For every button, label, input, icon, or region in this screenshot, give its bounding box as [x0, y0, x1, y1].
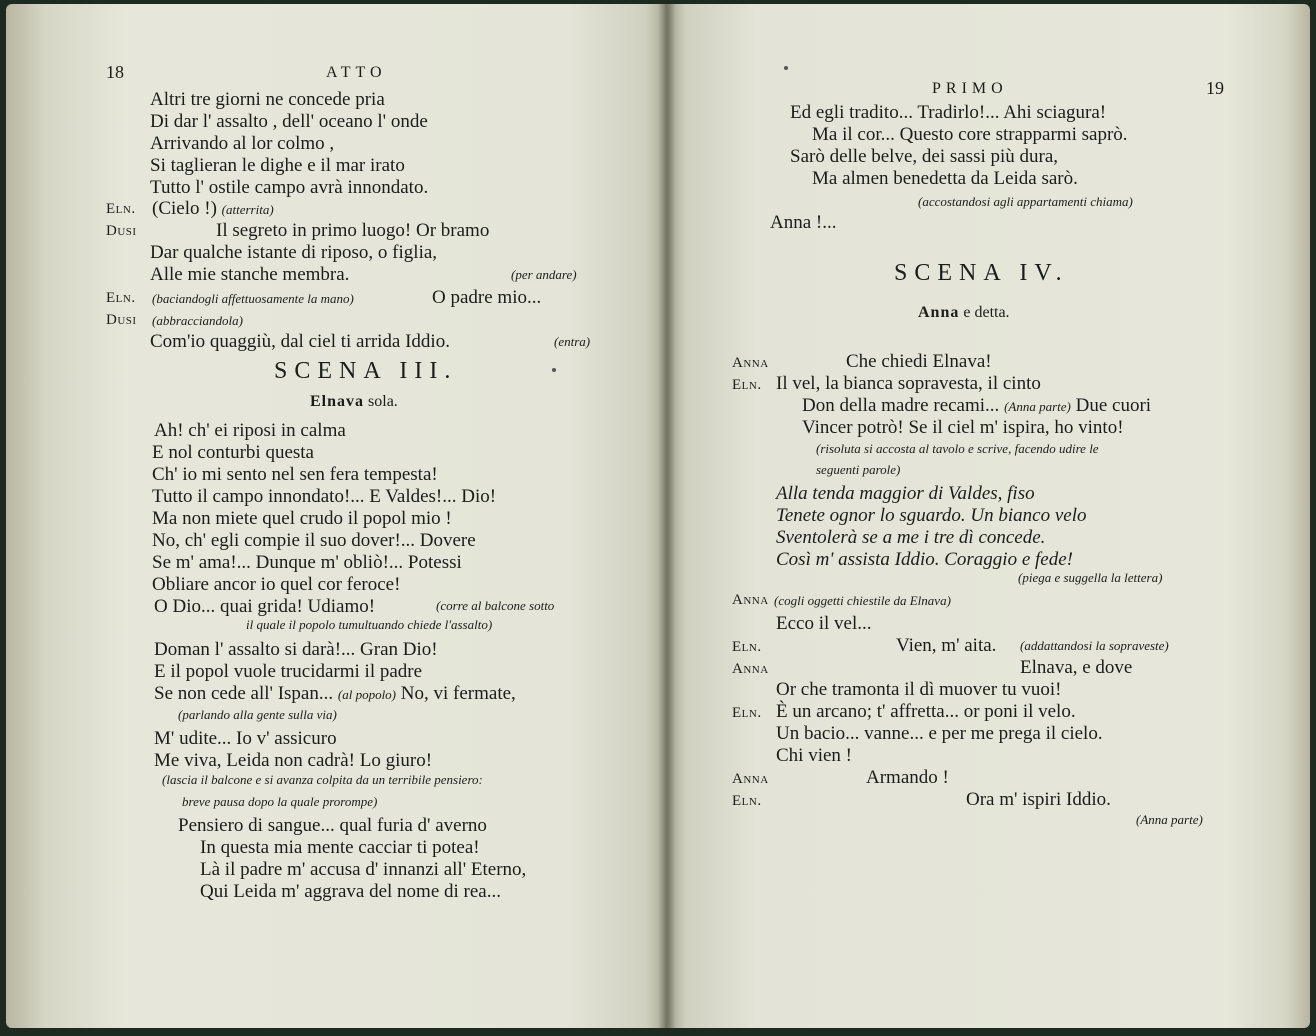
verse-line: Un bacio... vanne... e per me prega il cielo. [776, 723, 1103, 744]
verse-line: Pensiero di sangue... qual furia d' averno [178, 815, 487, 836]
speaker-label: Anna [732, 355, 769, 371]
running-header: ATTO [326, 64, 387, 81]
verse-line: Or che tramonta il dì muover tu vuoi! [776, 679, 1062, 700]
verse-line: Ma il cor... Questo core strapparmi saprò. [812, 124, 1128, 145]
page-number: 19 [1206, 78, 1224, 98]
stage-direction: (addattandosi la sopraveste) [1020, 638, 1169, 653]
speaker-label: Dusi [106, 223, 137, 239]
stage-direction: il quale il popolo tumultuando chiede l'assalto) [246, 617, 493, 632]
stage-direction: (accostandosi agli appartamenti chiama) [918, 194, 1133, 209]
verse-line: Doman l' assalto si darà!... Gran Dio! [154, 639, 438, 660]
verse-line: Tutto il campo innondato!... E Valdes!... Dio! [152, 486, 497, 507]
book-gutter [658, 0, 676, 1036]
stage-direction: (abbracciandola) [152, 313, 243, 328]
verse-line: Arrivando al lor colmo , [150, 133, 335, 154]
verse-line: O Dio... quai grida! Udiamo! [154, 596, 376, 617]
stage-direction: (parlando alla gente sulla via) [178, 707, 337, 722]
verse-line: Se non cede all' Ispan... (al popolo) No, vi fermate, [154, 683, 516, 704]
verse-line: No, ch' egli compie il suo dover!... Dovere [152, 530, 476, 551]
speaker-label: Eln. [732, 793, 762, 809]
stage-direction: (lascia il balcone e si avanza colpita da un terribile pensiero: [162, 772, 483, 787]
verse-line: Ora m' ispiri Iddio. [966, 789, 1111, 810]
verse-line: Elnava, e dove [1020, 657, 1133, 678]
verse-line: Ma almen benedetta da Leida sarò. [812, 168, 1078, 189]
speaker-label: Eln. [732, 705, 762, 721]
stage-direction: (al popolo) [337, 687, 397, 702]
verse-line: Obliare ancor io quel cor feroce! [152, 574, 401, 595]
verse-line: Anna !... [770, 212, 837, 233]
speaker-label: Eln. [732, 639, 762, 655]
verse-line: Ma non miete quel crudo il popol mio ! [152, 508, 452, 529]
verse-line: Qui Leida m' aggrava del nome di rea... [200, 881, 501, 902]
verse-line: In questa mia mente cacciar ti potea! [200, 837, 480, 858]
verse-line: O padre mio... [432, 287, 542, 308]
stage-direction: (atterrita) [221, 202, 274, 217]
verse-line: Armando ! [866, 767, 949, 788]
verse-line: Il vel, la bianca sopravesta, il cinto [776, 373, 1041, 394]
verse-line: Vincer potrò! Se il ciel m' ispira, ho vinto! [802, 417, 1124, 438]
speaker-label: Anna [732, 592, 769, 608]
scene-title: SCENA IV. [894, 260, 1069, 286]
verse-line: E il popol vuole trucidarmi il padre [154, 661, 423, 682]
verse-line: M' udite... Io v' assicuro [154, 728, 337, 749]
speaker-label: Eln. [106, 201, 136, 217]
verse-line: Sarò delle belve, dei sassi più dura, [790, 146, 1059, 167]
speaker-label: Dusi [106, 312, 137, 328]
verse-line: Tutto l' ostile campo avrà innondato. [150, 177, 429, 198]
verse-line: Se m' ama!... Dunque m' obliò!... Potessi [152, 552, 462, 573]
speaker-label: Eln. [732, 377, 762, 393]
stage-direction: (Anna parte) [1136, 812, 1203, 827]
verse-line: Chi vien ! [776, 745, 852, 766]
verse-line: Ah! ch' ei riposi in calma [154, 420, 346, 441]
letter-line: Alla tenda maggior di Valdes, fiso [776, 483, 1035, 504]
scene-title: SCENA III. [274, 358, 458, 384]
right-page [666, 4, 1310, 1028]
stage-direction: (risoluta si accosta al tavolo e scrive, facendo udire le [816, 441, 1099, 456]
print-speck [552, 368, 556, 372]
verse-line: Alle mie stanche membra. [150, 264, 350, 285]
verse-line: Che chiedi Elnava! [846, 351, 992, 372]
stage-direction: (piega e suggella la lettera) [1018, 570, 1163, 585]
print-speck [784, 66, 788, 70]
verse-line: Si taglieran le dighe e il mar irato [150, 155, 405, 176]
speaker-label: Anna [732, 661, 769, 677]
verse-line: Don della madre recami... (Anna parte) Due cuori [802, 395, 1152, 416]
verse-line: Vien, m' aita. [896, 635, 997, 656]
verse-line: (Cielo !) (atterrita) [152, 198, 274, 219]
stage-direction: seguenti parole) [816, 462, 901, 477]
speaker-label: Eln. [106, 290, 136, 306]
scene-cast: Elnava sola. [310, 393, 398, 410]
verse-line: E nol conturbi questa [152, 442, 314, 463]
stage-direction: (Anna parte) [1004, 399, 1071, 414]
letter-line: Tenete ognor lo sguardo. Un bianco velo [776, 505, 1087, 526]
verse-line: Là il padre m' accusa d' innanzi all' Eterno, [200, 859, 527, 880]
letter-line: Così m' assista Iddio. Coraggio e fede! [776, 549, 1073, 570]
running-header: PRIMO [932, 80, 1008, 97]
left-page [6, 4, 666, 1028]
verse-line: Me viva, Leida non cadrà! Lo giuro! [154, 750, 433, 771]
letter-line: Sventolerà se a me i tre dì concede. [776, 527, 1046, 548]
verse-line: È un arcano; t' affretta... or poni il velo. [776, 701, 1076, 722]
verse-line: Dar qualche istante di riposo, o figlia, [150, 242, 438, 263]
page-number: 18 [106, 62, 124, 82]
stage-direction: (corre al balcone sotto [436, 598, 555, 613]
speaker-label: Anna [732, 771, 769, 787]
stage-direction: breve pausa dopo la quale prorompe) [182, 794, 378, 809]
scene-cast: Anna e detta. [918, 304, 1010, 321]
verse-line: Ch' io mi sento nel sen fera tempesta! [152, 464, 438, 485]
verse-line: Altri tre giorni ne concede pria [150, 89, 385, 110]
stage-direction: (baciandogli affettuosamente la mano) [152, 291, 354, 306]
verse-line: Il segreto in primo luogo! Or bramo [216, 220, 490, 241]
verse-line: Ecco il vel... [776, 613, 872, 634]
stage-direction: (cogli oggetti chiestile da Elnava) [774, 593, 951, 608]
stage-direction: (per andare) [511, 267, 577, 282]
verse-line: Di dar l' assalto , dell' oceano l' onde [150, 111, 428, 132]
verse-line: Ed egli tradito... Tradirlo!... Ahi sciagura! [790, 102, 1107, 123]
verse-line: Com'io quaggiù, dal ciel ti arrida Iddio. [150, 331, 450, 352]
stage-direction: (entra) [554, 334, 591, 349]
